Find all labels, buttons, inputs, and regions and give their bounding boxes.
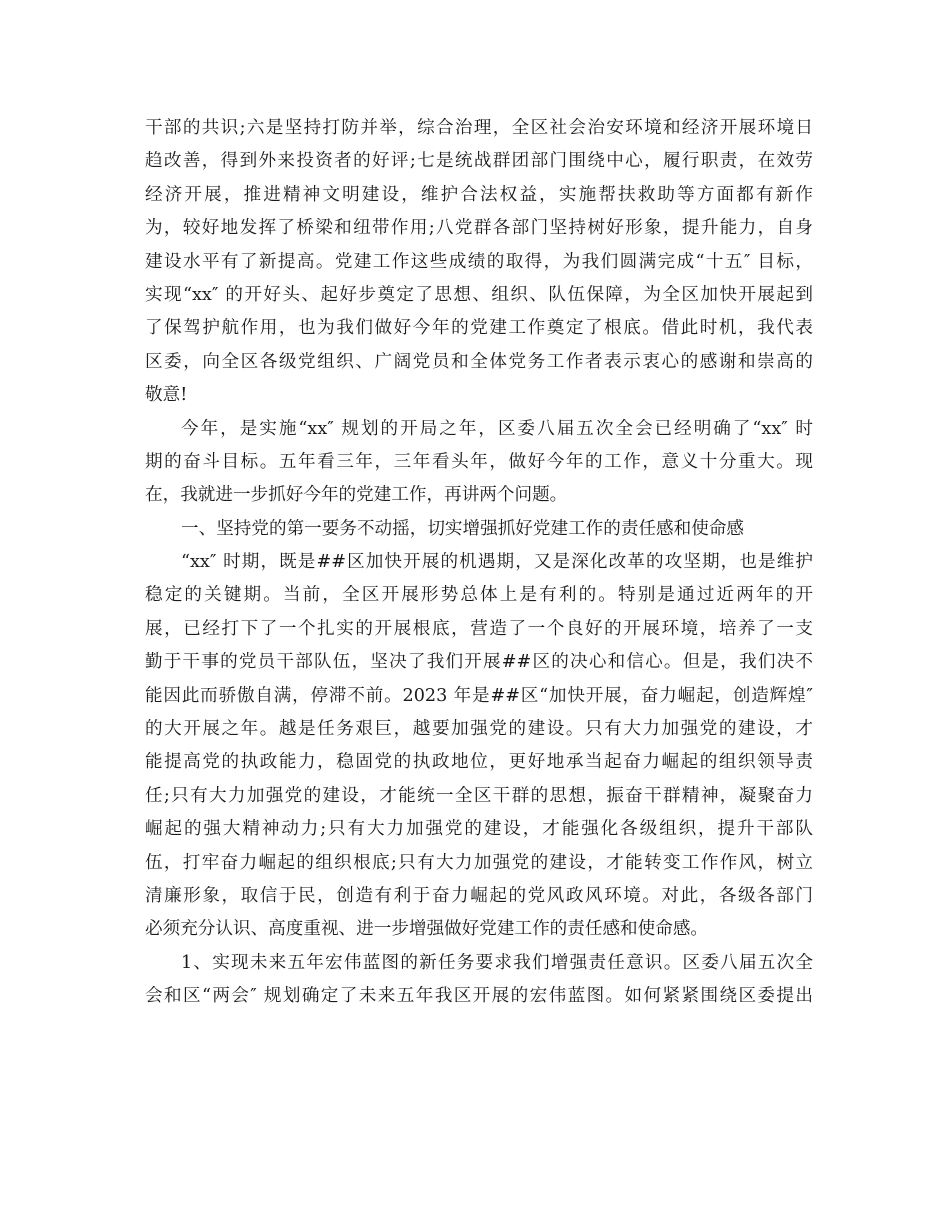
text-line: 干部的共识;六是坚持打防并举，综合治理，全区社会治安环境和经济开展环境日: [145, 118, 813, 138]
text-line: 伍，打牢奋力崛起的组织根底;只有大力加强党的建设，才能转变工作作风，树立: [145, 852, 813, 873]
text-line: “xx″ 时期，既是##区加快开展的机遇期，又是深化改革的攻坚期，也是维护: [181, 552, 813, 573]
text-line: 敬意!: [145, 385, 188, 406]
text-line: 1、实现未来五年宏伟蓝图的新任务要求我们增强责任意识。区委八届五次全: [181, 952, 813, 973]
text-line: 必须充分认识、高度重视、进一步增强做好党建工作的责任感和使命感。: [145, 919, 709, 940]
body-text: [145, 112, 813, 1014]
text-line: 经济开展，推进精神文明建设，维护合法权益，实施帮扶救助等方面都有新作: [145, 184, 813, 205]
text-line: 的大开展之年。越是任务艰巨，越要加强党的建设。只有大力加强党的建设，才: [145, 719, 813, 740]
text-line: 期的奋斗目标。五年看三年，三年看头年，做好今年的工作，意义十分重大。现: [145, 451, 813, 472]
text-line: 展，已经打下了一个扎实的开展根底，营造了一个良好的开展环境，培养了一支: [145, 618, 813, 639]
text-line: 稳定的关键期。当前，全区开展形势总体上是有利的。特别是通过近两年的开: [145, 585, 813, 606]
text-line: 清廉形象，取信于民，创造有利于奋力崛起的党风政风环境。对此，各级各部门: [145, 885, 813, 906]
text-line: 趋改善，得到外来投资者的好评;七是统战群团部门围绕中心，履行职责，在效劳: [145, 151, 813, 172]
text-line: 能因此而骄傲自满，停滞不前。2023 年是##区“加快开展，奋力崛起，创造辉煌″: [145, 685, 813, 706]
text-line: 今年，是实施“xx″ 规划的开局之年，区委八届五次全会已经明确了“xx″ 时: [181, 418, 813, 439]
text-line: 为，较好地发挥了桥梁和纽带作用;八党群各部门坚持树好形象，提升能力，自身: [145, 218, 813, 239]
text-line: 崛起的强大精神动力;只有大力加强党的建设，才能强化各级组织，提升干部队: [145, 819, 813, 840]
text-line: 会和区“两会″ 规划确定了未来五年我区开展的宏伟蓝图。如何紧紧围绕区委提出: [145, 986, 813, 1007]
text-line: 一、坚持党的第一要务不动摇，切实增强抓好党建工作的责任感和使命感: [181, 518, 745, 539]
text-line: 建设水平有了新提高。党建工作这些成绩的取得，为我们圆满完成“十五″ 目标，: [145, 251, 813, 272]
text-line: 了保驾护航作用，也为我们做好今年的党建工作奠定了根底。借此时机，我代表: [145, 318, 813, 339]
text-line: 勤于干事的党员干部队伍，坚决了我们开展##区的决心和信心。但是，我们决不: [145, 652, 813, 673]
text-line: 任;只有大力加强党的建设，才能统一全区干群的思想，振奋干群精神，凝聚奋力: [145, 785, 813, 806]
text-line: 区委，向全区各级党组织、广阔党员和全体党务工作者表示衷心的感谢和崇高的: [145, 351, 813, 372]
text-line: 能提高党的执政能力，稳固党的执政地位，更好地承当起奋力崛起的组织领导责: [145, 752, 813, 773]
text-line: 实现“xx″ 的开好头、起好步奠定了思想、组织、队伍保障，为全区加快开展起到: [145, 284, 813, 305]
text-line: 在，我就进一步抓好今年的党建工作，再讲两个问题。: [145, 485, 568, 506]
